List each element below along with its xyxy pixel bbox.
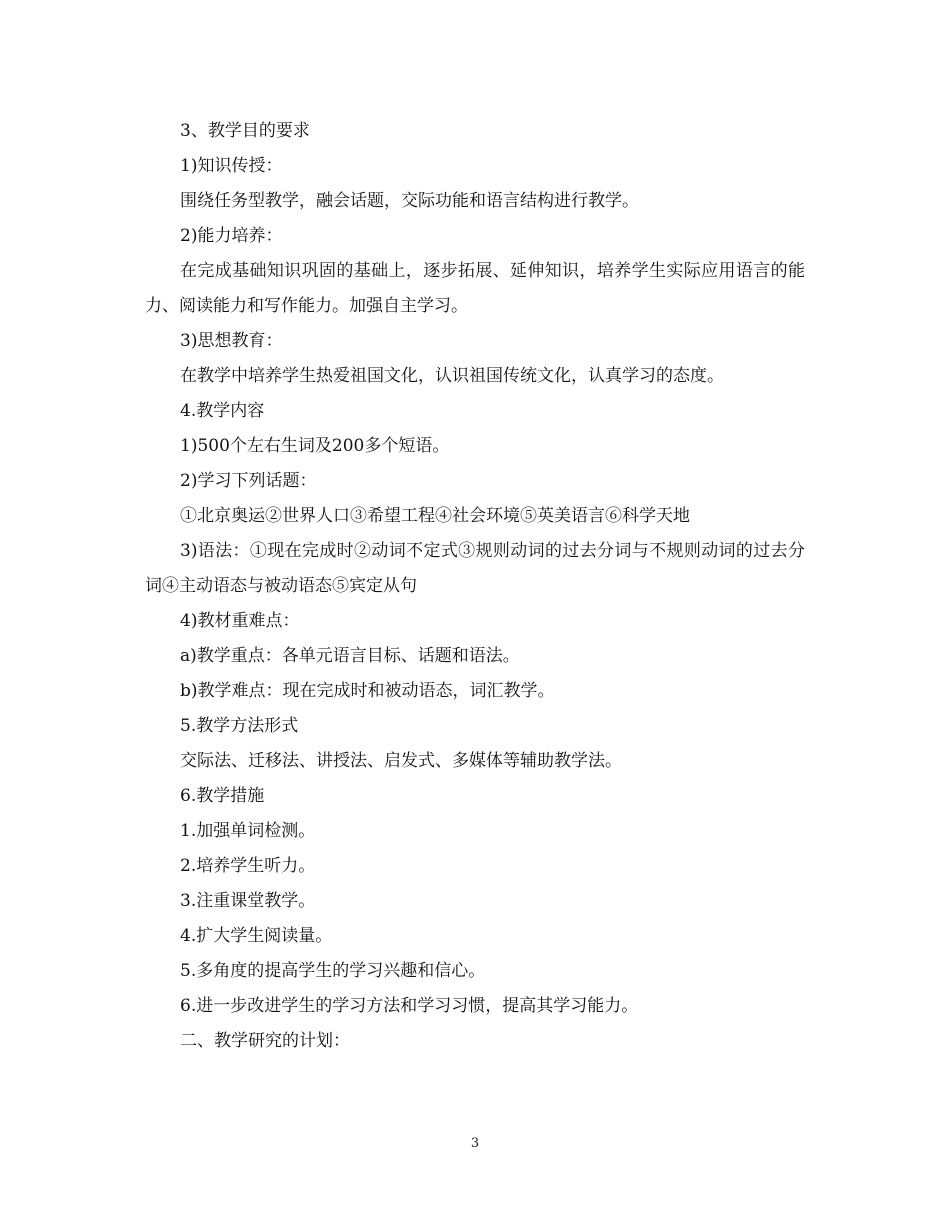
paragraph: 1)知识传授：: [180, 156, 283, 176]
paragraph: 二、教学研究的计划：: [180, 1031, 350, 1051]
document-body: [145, 114, 805, 1059]
paragraph: 3)思想教育：: [180, 331, 283, 351]
paragraph: 4)教材重难点：: [180, 611, 300, 631]
paragraph: 5.多角度的提高学生的学习兴趣和信心。: [180, 961, 486, 981]
paragraph: 2.培养学生听力。: [180, 856, 316, 876]
paragraph: 3.注重课堂教学。: [180, 891, 316, 911]
paragraph: 3)语法：①现在完成时②动词不定式③规则动词的过去分词与不规则动词的过去分词④主动语态与被动语态⑤宾定从句: [145, 541, 805, 596]
paragraph: 在完成基础知识巩固的基础上，逐步拓展、延伸知识，培养学生实际应用语言的能力、阅读能力和写作能力。加强自主学习。: [145, 261, 805, 316]
paragraph: 3、教学目的要求: [180, 121, 310, 141]
paragraph: 在教学中培养学生热爱祖国文化，认识祖国传统文化，认真学习的态度。: [180, 366, 724, 386]
paragraph: 交际法、迁移法、讲授法、启发式、多媒体等辅助教学法。: [180, 751, 622, 771]
paragraph: b)教学难点：现在完成时和被动语态，词汇教学。: [180, 681, 555, 701]
paragraph: 2)学习下列话题：: [180, 471, 317, 491]
paragraph: 1.加强单词检测。: [180, 821, 316, 841]
paragraph: 5.教学方法形式: [180, 716, 299, 736]
paragraph: 6.教学措施: [180, 786, 265, 806]
paragraph: 6.进一步改进学生的学习方法和学习习惯，提高其学习能力。: [180, 996, 639, 1016]
paragraph: 围绕任务型教学，融会话题，交际功能和语言结构进行教学。: [180, 191, 639, 211]
paragraph: a)教学重点：各单元语言目标、话题和语法。: [180, 646, 520, 666]
page-number: 3: [470, 1136, 480, 1151]
paragraph: 1)500个左右生词及200多个短语。: [180, 436, 450, 456]
paragraph: ①北京奥运②世界人口③希望工程④社会环境⑤英美语言⑥科学天地: [180, 506, 690, 526]
paragraph: 4.教学内容: [180, 401, 265, 421]
paragraph: 2)能力培养：: [180, 226, 283, 246]
paragraph: 4.扩大学生阅读量。: [180, 926, 333, 946]
